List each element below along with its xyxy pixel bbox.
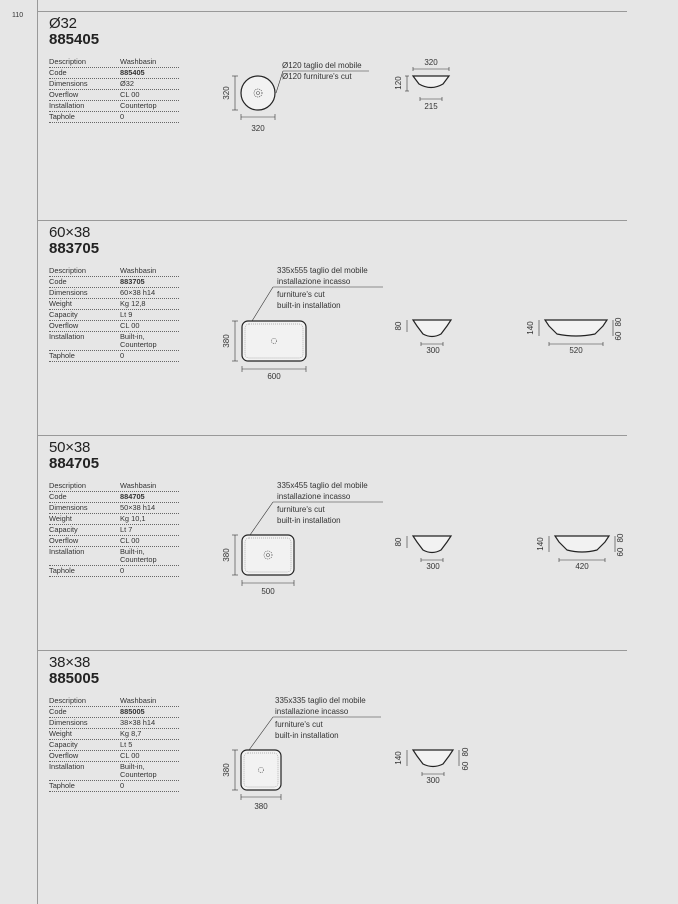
spec-value: 0 [120,350,125,360]
spec-value: CL 00 [120,320,140,330]
plan-width-label: 380 [254,802,268,811]
spec-label: Weight [49,298,72,308]
side2-rim-label-1: 60 [614,331,623,341]
spec-label: Code [49,276,67,286]
spec-label: Installation [49,100,85,110]
spec-value: Kg 8,7 [120,728,142,738]
product-size-title: 38×38 [49,654,91,671]
spec-value: Lt 5 [120,739,133,749]
spec-label: Dimensions [49,287,88,297]
spec-label: Description [49,265,86,275]
spec-value: 0 [120,780,125,790]
cut-note-italian: Ø120 taglio del mobile [282,61,362,70]
spec-label: Dimensions [49,78,88,88]
product-section-885005 [37,650,627,904]
cut-note-line-1: 335x555 taglio del mobile [277,266,368,275]
spec-label: Dimensions [49,717,88,727]
side1-rim-label-1: 60 [461,761,470,771]
side1-height-label: 80 [394,537,403,547]
side1-width-label: 300 [426,776,440,785]
side2-width-label: 520 [569,346,583,355]
technical-drawing [37,650,627,904]
spec-value: Washbasin [120,265,157,275]
side2-width-label: 420 [575,562,589,571]
installation-line-2: Countertop [120,555,157,565]
side-height-label: 120 [394,76,403,90]
spec-label: Taphole [49,780,75,790]
spec-value: 885005 [120,706,145,716]
spec-label: Taphole [49,111,75,121]
side2-height-label: 140 [526,321,535,335]
spec-label: Capacity [49,739,78,749]
product-size-title: 50×38 [49,439,91,456]
cut-note-english: Ø120 furniture's cut [282,72,352,81]
cut-note-line-2: installazione incasso [275,707,349,716]
product-section-885405 [37,11,627,220]
spec-value: Kg 10,1 [120,513,146,523]
plan-width-label: 320 [251,124,265,133]
spec-label: Weight [49,513,72,523]
spec-label: Description [49,56,86,66]
spec-label: Overflow [49,750,79,760]
side1-rim-label-2: 80 [461,747,470,757]
spec-label: Taphole [49,350,75,360]
spec-value: CL 00 [120,750,140,760]
spec-label: Overflow [49,320,79,330]
product-code-title: 885405 [49,31,100,48]
side2-rim-label-2: 80 [616,533,625,543]
product-code-title: 883705 [49,240,100,257]
plan-view-drawing [232,502,383,586]
plan-height-label: 380 [222,763,231,777]
installation-line-1: Built-in, [120,546,145,556]
product-code-title: 884705 [49,455,100,472]
side-view-drawing [405,67,449,101]
spec-value: Lt 7 [120,524,133,534]
product-size-title: 60×38 [49,224,91,241]
side-view-drawing-long [539,320,613,346]
cut-note-line-3: furniture's cut [277,290,325,299]
spec-value: Washbasin [120,480,157,490]
spec-value: Countertop [120,100,157,110]
spec-label: Dimensions [49,502,88,512]
spec-label: Code [49,706,67,716]
spec-label: Description [49,480,86,490]
installation-line-1: Built-in, [120,331,145,341]
cut-note-line-4: built-in installation [277,516,341,525]
plan-width-label: 500 [261,587,275,596]
side1-height-label: 140 [394,751,403,765]
installation-line-1: Built-in, [120,761,145,771]
technical-drawing [37,11,627,220]
spec-value: 0 [120,565,125,575]
installation-line-2: Countertop [120,770,157,780]
spec-value: Lt 9 [120,309,133,319]
cut-note-line-2: installazione incasso [277,277,351,286]
spec-value: 883705 [120,276,145,286]
technical-drawing [37,220,627,435]
side-top-width-label: 320 [424,58,438,67]
side1-height-label: 80 [394,321,403,331]
spec-label: Weight [49,728,72,738]
plan-height-label: 320 [222,86,231,100]
page-number: 110 [12,12,24,19]
spec-value: 50×38 h14 [120,502,156,512]
plan-width-label: 600 [267,372,281,381]
side-view-drawing-front [407,320,451,346]
plan-height-label: 380 [222,334,231,348]
spec-value: 885405 [120,67,145,77]
spec-label: Installation [49,331,85,341]
spec-value: 60×38 h14 [120,287,156,297]
cut-note-line-1: 335x455 taglio del mobile [277,481,368,490]
spec-value: 884705 [120,491,145,501]
side2-height-label: 140 [536,537,545,551]
plan-height-label: 380 [222,548,231,562]
spec-value: Kg 12,8 [120,298,146,308]
cut-note-line-4: built-in installation [275,731,339,740]
spec-label: Code [49,491,67,501]
side2-rim-label-2: 80 [614,317,623,327]
spec-value: Ø32 [120,78,134,88]
spec-value: Washbasin [120,695,157,705]
spec-label: Installation [49,761,85,771]
spec-value: Washbasin [120,56,157,66]
side-view-drawing-front [407,536,451,562]
product-section-884705 [37,435,627,650]
spec-label: Code [49,67,67,77]
spec-label: Capacity [49,524,78,534]
installation-line-2: Countertop [120,340,157,350]
side-base-width-label: 215 [424,102,438,111]
spec-label: Capacity [49,309,78,319]
cut-note-line-2: installazione incasso [277,492,351,501]
side-view-drawing [407,750,459,776]
spec-label: Taphole [49,565,75,575]
spec-label: Overflow [49,535,79,545]
spec-value: CL 00 [120,535,140,545]
spec-value: 38×38 h14 [120,717,156,727]
product-section-883705 [37,220,627,435]
plan-view-drawing [232,717,381,800]
spec-value: CL 00 [120,89,140,99]
product-size-title: Ø32 [49,15,77,32]
spec-value: 0 [120,111,125,121]
side1-width-label: 300 [426,562,440,571]
technical-drawing [37,435,627,650]
side2-rim-label-1: 60 [616,547,625,557]
plan-view-drawing [232,287,383,372]
spec-label: Description [49,695,86,705]
spec-label: Overflow [49,89,79,99]
side1-width-label: 300 [426,346,440,355]
cut-note-line-3: furniture's cut [277,505,325,514]
spec-label: Installation [49,546,85,556]
cut-note-line-1: 335x335 taglio del mobile [275,696,366,705]
product-code-title: 885005 [49,670,100,687]
cut-note-line-3: furniture's cut [275,720,323,729]
cut-note-line-4: built-in installation [277,301,341,310]
side-view-drawing-long [549,536,615,562]
